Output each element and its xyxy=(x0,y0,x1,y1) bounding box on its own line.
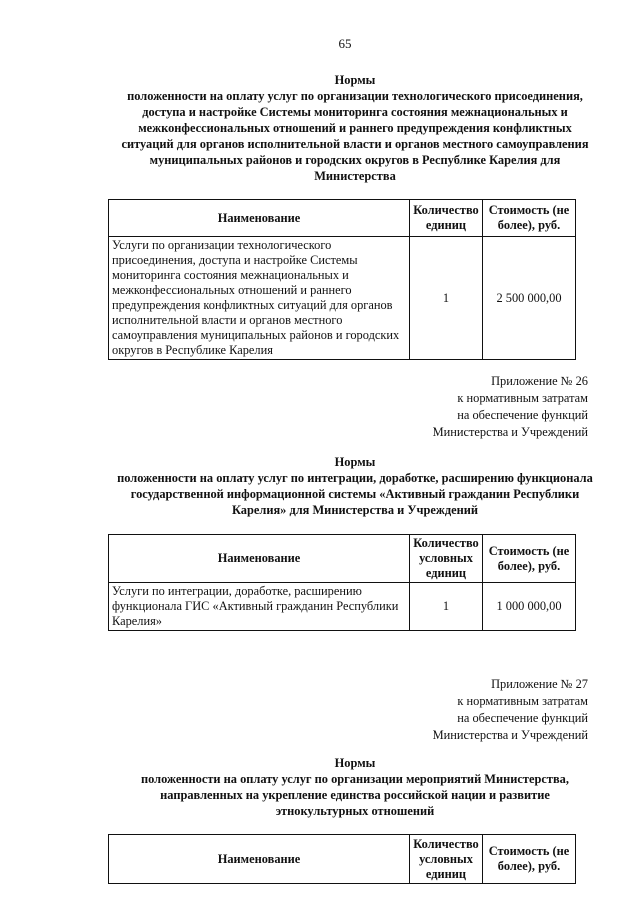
appendix-line: на обеспечение функций xyxy=(457,408,588,422)
row-cost: 2 500 000,00 xyxy=(483,237,576,360)
subtitle-line: Министерства xyxy=(314,169,396,183)
appendix-line: к нормативным затратам xyxy=(457,694,588,708)
row-name: Услуги по интеграции, доработке, расширению функционала ГИС «Активный гражданин Республики Карелия» xyxy=(109,583,410,631)
appendix-27 xyxy=(433,676,588,744)
appendix-26 xyxy=(433,373,588,441)
section-2-heading xyxy=(100,454,610,518)
row-name: Услуги по организации технологического присоединения, доступа и настройке Системы мониторинга состояния межнациональных и межконфессиональных отношений и раннего предупреждения конфликтных ситуаций для органов исполнительной власти и органов местного самоуправления муниципальных районов и городских округов в Республике Карелия xyxy=(109,237,410,360)
section-title: Нормы xyxy=(334,455,376,469)
column-header-cost: Стоимость (не более), руб. xyxy=(483,200,576,237)
subtitle-line: доступа и настройке Системы мониторинга состояния межнациональных и xyxy=(142,105,568,119)
subtitle-line: положенности на оплату услуг по интеграции, доработке, расширению функционала xyxy=(117,471,593,485)
appendix-line: Приложение № 26 xyxy=(491,374,588,388)
column-header-cost: Стоимость (не более), руб. xyxy=(483,835,576,884)
table-row xyxy=(109,237,576,360)
table-header-row xyxy=(109,200,576,237)
column-header-qty: Количество условных единиц xyxy=(410,535,483,583)
subtitle-line: положенности на оплату услуг по организации технологического присоединения, xyxy=(127,89,583,103)
subtitle-line: межконфессиональных отношений и раннего предупреждения конфликтных xyxy=(138,121,572,135)
section-3-heading xyxy=(100,755,610,819)
subtitle-line: направленных на укрепление единства российской нации и развитие xyxy=(160,788,550,802)
appendix-line: Приложение № 27 xyxy=(491,677,588,691)
column-header-cost: Стоимость (не более), руб. xyxy=(483,535,576,583)
column-header-name: Наименование xyxy=(109,535,410,583)
appendix-line: к нормативным затратам xyxy=(457,391,588,405)
column-header-name: Наименование xyxy=(109,835,410,884)
appendix-line: на обеспечение функций xyxy=(457,711,588,725)
norms-table-1 xyxy=(108,199,576,360)
section-1-heading xyxy=(100,72,610,184)
appendix-line: Министерства и Учреждений xyxy=(432,425,588,439)
table-header-row xyxy=(109,835,576,884)
section-title: Нормы xyxy=(334,756,376,770)
table-header-row xyxy=(109,535,576,583)
row-qty: 1 xyxy=(410,583,483,631)
subtitle-line: положенности на оплату услуг по организации мероприятий Министерства, xyxy=(141,772,569,786)
appendix-line: Министерства и Учреждений xyxy=(432,728,588,742)
table-row xyxy=(109,583,576,631)
section-title: Нормы xyxy=(334,73,376,87)
row-cost: 1 000 000,00 xyxy=(483,583,576,631)
column-header-qty: Количество условных единиц xyxy=(410,835,483,884)
page-number: 65 xyxy=(338,36,352,51)
subtitle-line: Карелия» для Министерства и Учреждений xyxy=(231,503,479,517)
subtitle-line: ситуаций для органов исполнительной власти и органов местного самоуправления xyxy=(121,137,589,151)
subtitle-line: муниципальных районов и городских округов в Республике Карелия для xyxy=(149,153,561,167)
row-qty: 1 xyxy=(410,237,483,360)
subtitle-line: этнокультурных отношений xyxy=(275,804,435,818)
norms-table-2 xyxy=(108,534,576,631)
subtitle-line: государственной информационной системы «Активный гражданин Республики xyxy=(130,487,580,501)
column-header-qty: Количество единиц xyxy=(410,200,483,237)
norms-table-3 xyxy=(108,834,576,884)
column-header-name: Наименование xyxy=(109,200,410,237)
